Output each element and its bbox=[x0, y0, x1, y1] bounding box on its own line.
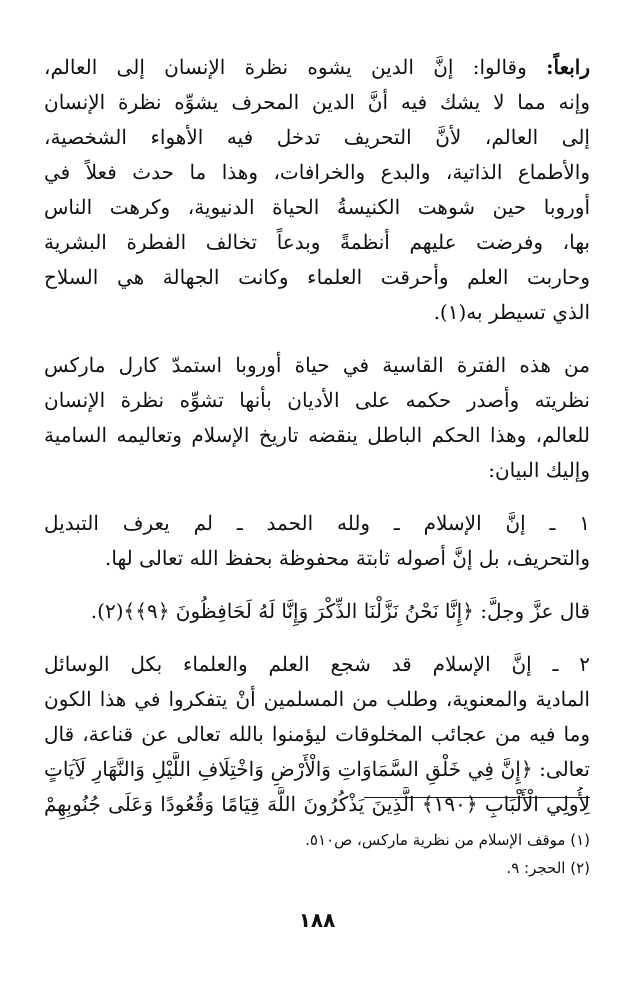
text-line: وإنه مما لا يشك فيه أنَّ الدين المحرف يشوِّه نظرة الإنسان bbox=[44, 90, 590, 114]
text-line: بها، وفرضت عليهم أنظمةً وبدعاً تخالف الفطرة البشرية bbox=[44, 230, 590, 254]
paragraph-fourth bbox=[44, 50, 590, 330]
text-line: إلى العالم، لأنَّ التحريف تدخل فيه الأهواء الشخصية، bbox=[44, 125, 590, 149]
text-line: للعالم، وهذا الحكم الباطل ينقضه تاريخ الإسلام وتعاليمه السامية bbox=[44, 423, 590, 447]
text-line: ١ ـ إنَّ الإسلام ـ ولله الحمد ـ لم يعرف التبديل bbox=[44, 511, 590, 535]
text-line: من هذه الفترة القاسية في حياة أوروبا استمدّ كارل ماركس bbox=[44, 353, 590, 377]
paragraph-quran-verse bbox=[44, 594, 590, 629]
paragraph-point-one bbox=[44, 506, 590, 576]
text-line: ٢ ـ إنَّ الإسلام قد شجع العلم والعلماء بكل الوسائل bbox=[44, 652, 590, 676]
paragraph-point-two bbox=[44, 647, 590, 822]
quran-verse-line: تعالى: ﴿إِنَّ فِي خَلْقِ السَّمَاوَاتِ وَالْأَرْضِ وَاخْتِلَافِ اللَّيْلِ وَالنَّهَارِ لَآيَاتٍ bbox=[44, 757, 590, 781]
text-line: المادية والمعنوية، وطلب من المسلمين أنْ يتفكروا في هذا الكون bbox=[44, 687, 590, 711]
quran-verse-line: لِأُولِي الْأَلْبَابِ ﴿١٩٠﴾ الَّذِينَ يَذْكُرُونَ اللَّهَ قِيَامًا وَقُعُودًا وَعَلَى جُنُوبِهِمْ bbox=[44, 792, 590, 816]
footnotes bbox=[44, 826, 590, 882]
text-line: نظريته وأصدر حكمه على الأديان بأنها تشوِّه نظرة الإنسان bbox=[44, 388, 590, 412]
text-line: وإليك البيان: bbox=[488, 458, 590, 482]
text-line: رابعاً: وقالوا: إنَّ الدين يشوه نظرة الإنسان إلى العالم، bbox=[44, 55, 590, 79]
paragraph-marx bbox=[44, 348, 590, 488]
page-body bbox=[44, 50, 590, 840]
page-number: ١٨٨ bbox=[298, 908, 336, 932]
quran-verse-line: قال عزَّ وجلَّ: ﴿إِنَّا نَحْنُ نَزَّلْنَا الذِّكْرَ وَإِنَّا لَهُ لَحَافِظُونَ ﴿٩﴾﴾(٢). bbox=[90, 599, 590, 623]
text-line: والأطماع الذاتية، والبدع والخرافات، وهذا ما حدث فعلاً في bbox=[44, 160, 590, 184]
footnote-item: (١) موقف الإسلام من نظرية ماركس، ص٥١٠. bbox=[305, 831, 590, 849]
text-line: والتحريف، بل إنَّ أصوله ثابتة محفوظة بحفظ الله تعالى لها. bbox=[105, 546, 590, 570]
footnote-divider bbox=[364, 797, 590, 798]
footnote-item: (٢) الحجر: ٩. bbox=[506, 859, 590, 877]
text-line: وحاربت العلم وأحرقت العلماء وكانت الجهالة هي السلاح bbox=[44, 265, 590, 289]
text-line: الذي تسيطر به(١). bbox=[433, 300, 590, 324]
text-line: أوروبا حين شوهت الكنيسةُ الحياة الدنيوية، وكرهت الناس bbox=[44, 195, 590, 219]
paragraph-lead: رابعاً: bbox=[546, 55, 590, 79]
text-line: وما فيه من عجائب المخلوقات ليؤمنوا بالله تعالى عن قناعة، قال bbox=[44, 722, 590, 746]
